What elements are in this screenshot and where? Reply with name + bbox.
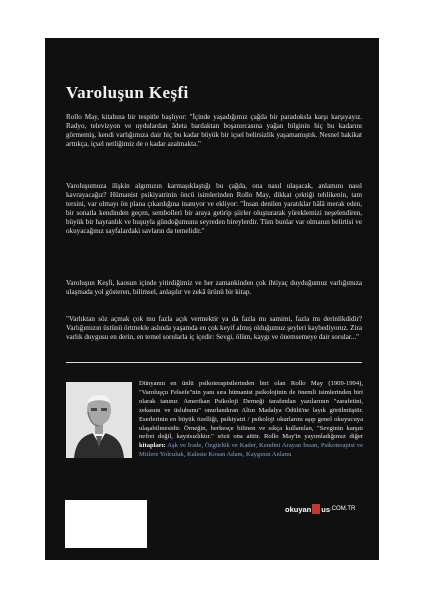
author-portrait-drawing [66,382,132,458]
publisher-name-left: okuyan [285,504,312,514]
bio-lead-text: Dünyanın en ünlü psikoterapistlerinden biri olan Rollo May (1909-1994), "Varoluşçu Felsefe"nin yanı sıra hümanist psikolojinin de önemli isimlerinden biri olarak tanınır. Amerikan Psikoloji Derneği tarafından yazılarının "zarafetini, zekasını ve üslubunu" onurlandıran Altın Madalya Ödülü'ne layık görülmüştür. Eserlerinin en büyük özelliği, psikiyatri / psikoloji okurlarını aşıp genel okuyucuya ulaşabilmesidir. Örneğin, herkesçe bilinen ve sıkça kullanılan, "Sevginin karşıtı nefret değil, kayıtsızlıktır." sözü ona aittir. Rollo May'in yayımladığımız diğer [139,380,363,441]
author-portrait [66,382,132,458]
paragraph-excerpt: "Varlıktan söz açmak çok mu fazla açık vermektir ya da fazla mı samimi, fazla mı derinlikdidir? Varlığımızın üstünü örtmekle aslında yaşamda en çok keyif almış olduğumuz şeyleri kaybediyoruz. Zira varlık duygusu en derin, en temel sorularla iç içedir: Sevgi, ölüm, kaygı ve önemsemeye dair sorular..." [66,315,362,342]
barcode-area [65,500,147,548]
publisher-domain: .COM.TR [330,506,356,512]
book-title: Varoluşun Keşfi [66,83,189,102]
author-biography [139,380,363,460]
book-back-cover [45,38,379,560]
paragraph-quote: Varoluşumuza ilişkin algımızın karmaşıklaştığı bu çağda, ona nasıl ulaşacak, anlamını nasıl kavrayacağız? Hümanist psikiyatrinin öncü isimlerinden Rollo May, dikkat çektiği tehlikenin, tam tersini, var olmayı ön plana çıkardığına inanıyor ve ekliyor: "İnsan denilen yaratıklar hâlâ merak eden, bir sonatla kendinden geçen, sembolleri bir araya getirip şiirler oluşturarak yüreklemizi neşelendiren, büyük bir hayranlık ve huşuyla gündoğumunu seyreden bireylerdir. Tüm bunlar var olmanın belirtisi ve okuyacağınız sayfalardaki savların da temelidir." [66,182,362,236]
publisher-logo [285,504,355,514]
paragraph-intro: Rollo May, kitabına bir tespitle başlıyor: "İçinde yaşadığımız çağda bir paradoksla karşı karşıyayız. Radyo, televizyon ve uydulardan âdeta bardaktan boşanırcasına yağan bilginin hiç bu kadarını görmemiş, kendi varlığımıza dair hiç bu kadar büyük bir içsel belirsizlik yaşamamıştık. Nesnel hakikat arttıkça, içsel netliğimiz de o kadar azalmakta." [66,113,362,149]
paragraph-summary: Varoluşun Keşfi, kaosun içinde yitirdiğimiz ve her zamankinden çok ihtiyaç duyduğumuz varlığımıza ulaşmada yol gösteren, bilimsel, anlaşılır ve zekâ ürünü bir kitap. [66,279,362,297]
section-divider [66,362,362,363]
bio-other-works: Aşk ve İrade, Özgürlük ve Kader, Kendini Arayan İnsan, Psikoterapist ve Mitlere Yolculuk, Kaleste Kosan Adam, Kaygının Anlamı [139,442,363,459]
publisher-mark-icon [312,504,320,514]
publisher-name-right: us [321,504,331,514]
bio-books-label: kitapları: [139,442,166,450]
